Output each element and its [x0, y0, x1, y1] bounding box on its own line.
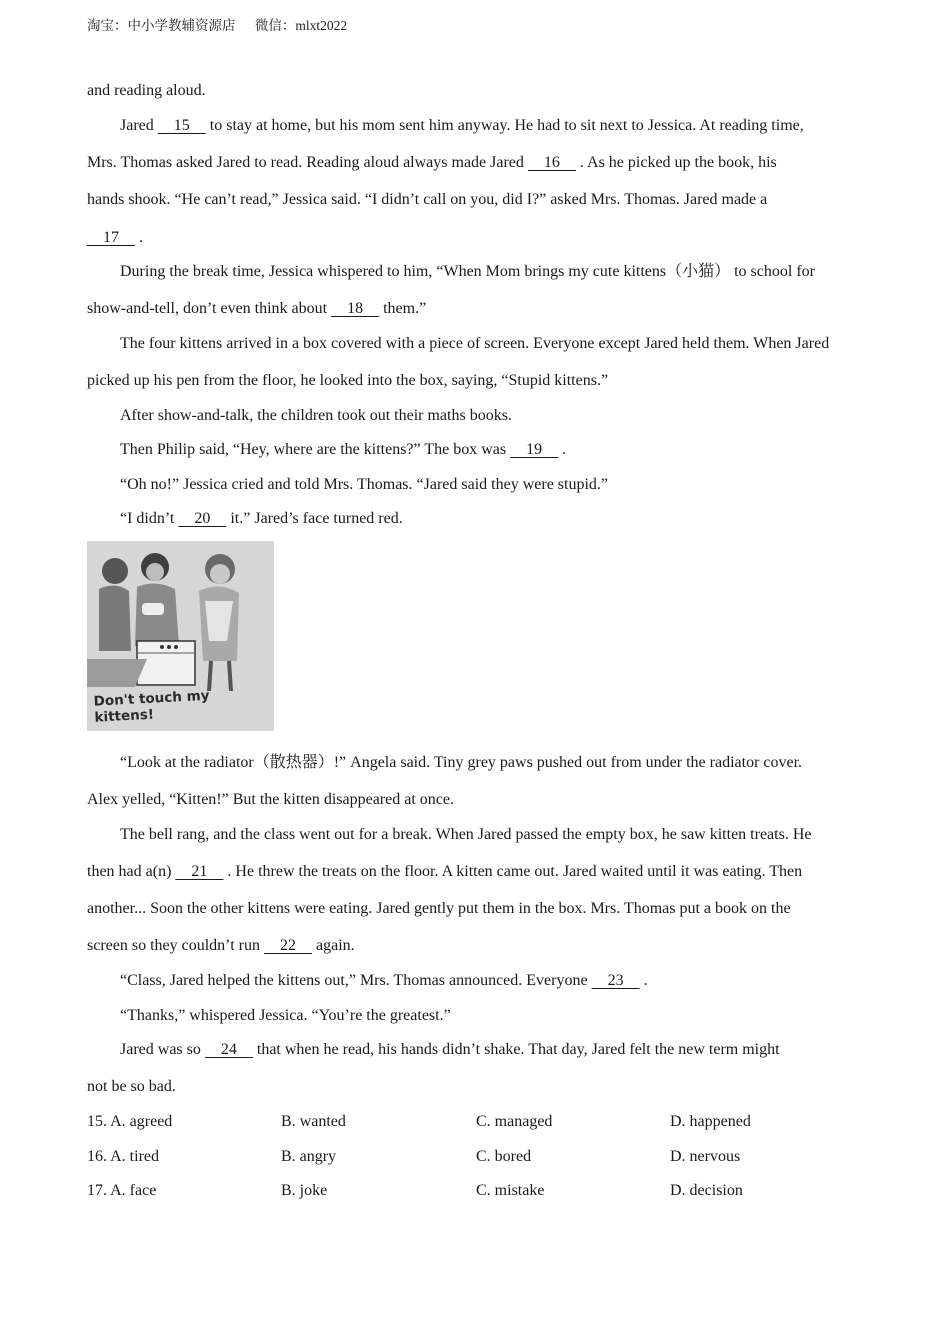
passage-line [120, 116, 804, 136]
answer-blank: 16 [527, 154, 576, 171]
answer-blank: 20 [178, 510, 227, 527]
passage-line [87, 371, 608, 391]
passage-line [87, 299, 426, 319]
passage-line [120, 262, 815, 282]
answer-blank: 19 [510, 441, 559, 458]
passage-line [120, 825, 811, 845]
option-b[interactable]: B. joke [281, 1182, 328, 1199]
passage-text: After show-and-talk, the children took out their maths books. [120, 407, 512, 424]
option-c[interactable]: C. managed [476, 1113, 553, 1130]
passage-text: show-and-tell, don’t even think about [87, 300, 332, 317]
passage-text: Jared [120, 117, 158, 134]
passage-text: . [558, 441, 567, 458]
passage-text: Mrs. Thomas asked Jared to read. Reading aloud always made Jared [87, 154, 528, 171]
page-header [87, 14, 347, 34]
passage-line [120, 406, 512, 426]
passage-line [120, 971, 648, 991]
illustration-caption: Don't touch my kittens! [93, 687, 210, 726]
passage-line [87, 862, 802, 882]
option-b[interactable]: B. angry [281, 1148, 337, 1165]
passage-text: “Look at the radiator（散热器）!” Angela said. Tiny grey paws pushed out from under the radiator cover. [120, 754, 803, 771]
option-d[interactable]: D. happened [670, 1113, 751, 1130]
passage-text: again. [312, 937, 355, 954]
passage-text: and reading aloud. [87, 82, 206, 99]
answer-blank: 17 [87, 229, 135, 246]
answer-blank: 23 [591, 972, 640, 989]
passage-line [87, 190, 767, 210]
passage-line [120, 509, 403, 529]
shop-label: 淘宝：中小学教辅资源店 [87, 18, 236, 33]
answer-blank: 24 [204, 1041, 253, 1058]
passage-text: . As he picked up the book, his [575, 154, 777, 171]
passage-text: Alex yelled, “Kitten!” But the kitten disappeared at once. [87, 791, 454, 808]
option-d[interactable]: D. decision [670, 1182, 743, 1199]
option-a[interactable]: 15. A. agreed [87, 1113, 173, 1130]
passage-text: . He threw the treats on the floor. A kitten came out. Jared waited until it was eating. Then [223, 863, 803, 880]
option-c[interactable]: C. mistake [476, 1182, 545, 1199]
passage-line [120, 440, 566, 460]
passage-line [120, 1006, 451, 1026]
passage-text: that when he read, his hands didn’t shake. That day, Jared felt the new term might [252, 1041, 780, 1058]
passage-text: screen so they couldn’t run [87, 937, 264, 954]
passage-line [87, 228, 143, 248]
passage-text: to stay at home, but his mom sent him anyway. He had to sit next to Jessica. At reading time, [205, 117, 804, 134]
passage-text: then had a(n) [87, 863, 176, 880]
option-c[interactable]: C. bored [476, 1148, 532, 1165]
passage-text: Jared was so [120, 1041, 205, 1058]
wechat-label: 微信：mlxt2022 [254, 18, 348, 33]
passage-text: picked up his pen from the floor, he looked into the box, saying, “Stupid kittens.” [87, 372, 609, 389]
option-a[interactable]: 16. A. tired [87, 1148, 159, 1165]
passage-text: . [135, 229, 143, 246]
passage-text: it.” Jared’s face turned red. [226, 510, 403, 527]
passage-text: During the break time, Jessica whispered to him, “When Mom brings my cute kittens（小猫） to school for [120, 263, 815, 280]
passage-line [87, 899, 791, 919]
passage-text: “Thanks,” whispered Jessica. “You’re the greatest.” [120, 1007, 451, 1024]
passage-line [87, 81, 206, 101]
passage-line [120, 475, 608, 495]
answer-blank: 21 [175, 863, 224, 880]
passage-text: “Class, Jared helped the kittens out,” Mrs. Thomas announced. Everyone [120, 972, 592, 989]
passage-line [120, 1040, 780, 1060]
passage-text: The four kittens arrived in a box covered with a piece of screen. Everyone except Jared held them. When Jared [120, 335, 830, 352]
passage-text: Then Philip said, “Hey, where are the kittens?” The box was [120, 441, 511, 458]
option-b[interactable]: B. wanted [281, 1113, 346, 1130]
passage-line [87, 936, 355, 956]
passage-line [120, 334, 829, 354]
option-d[interactable]: D. nervous [670, 1148, 741, 1165]
kittens-illustration [87, 541, 274, 731]
passage-text: . [639, 972, 648, 989]
passage-line [120, 753, 802, 773]
passage-text: another... Soon the other kittens were eating. Jared gently put them in the box. Mrs. Thomas put a book on the [87, 900, 791, 917]
passage-text: them.” [379, 300, 427, 317]
passage-text: not be so bad. [87, 1078, 176, 1095]
passage-line [87, 790, 454, 810]
answer-blank: 22 [264, 937, 312, 954]
passage-text: The bell rang, and the class went out for a break. When Jared passed the empty box, he saw kitten treats. He [120, 826, 812, 843]
passage-text: hands shook. “He can’t read,” Jessica said. “I didn’t call on you, did I?” asked Mrs. Thomas. Jared made a [87, 191, 768, 208]
passage-text: “Oh no!” Jessica cried and told Mrs. Thomas. “Jared said they were stupid.” [120, 476, 609, 493]
answer-blank: 18 [331, 300, 380, 317]
passage-line [87, 1077, 176, 1097]
answer-blank: 15 [157, 117, 206, 134]
passage-line [87, 153, 777, 173]
passage-text: “I didn’t [120, 510, 179, 527]
option-a[interactable]: 17. A. face [87, 1182, 157, 1199]
